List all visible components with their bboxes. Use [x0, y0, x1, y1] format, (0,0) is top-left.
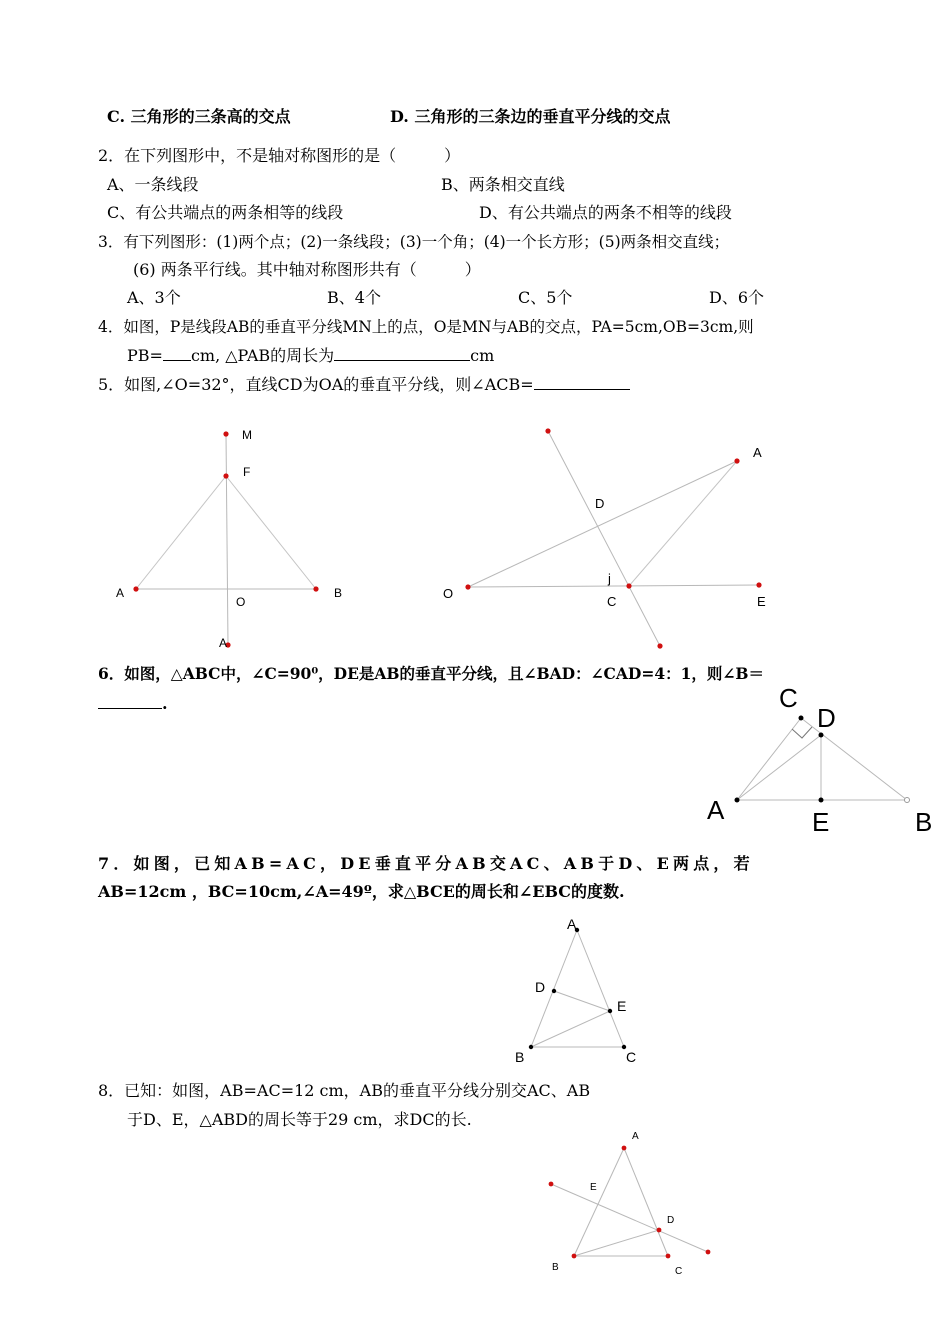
fig7-point-b: [529, 1045, 533, 1049]
fig4-point-b: [313, 586, 318, 591]
q3-option-c: C、5个: [518, 288, 573, 307]
fig4-label-f: F: [243, 465, 251, 479]
q1-option-d: D. 三角形的三条边的垂直平分线的交点: [390, 107, 671, 126]
q6-tail: .: [162, 694, 168, 713]
fig5-line-oa: [468, 461, 737, 587]
fig7-label-b: B: [515, 1049, 525, 1065]
q4-perimeter-label: cm, △PAB的周长为: [190, 346, 335, 365]
fig6-line-ac: [737, 718, 801, 800]
fig5-point-c: [626, 583, 631, 588]
fig4-label-b: B: [334, 586, 343, 600]
fig5-point-top: [545, 428, 550, 433]
fig8-label-e: E: [590, 1182, 597, 1193]
fig8-point-right: [706, 1250, 711, 1255]
fig6-label-d: D: [817, 703, 836, 733]
q3-option-d: D、6个: [709, 288, 765, 307]
fig7-line-de: [554, 991, 610, 1011]
q3-option-b: B、4个: [327, 288, 381, 307]
fig7-label-a: A: [567, 916, 577, 932]
q4-line1: 4．如图，P是线段AB的垂直平分线MN上的点，O是MN与AB的交点，PA=5cm,OB=3cm,则: [98, 318, 754, 336]
fig6-point-c: [799, 716, 804, 721]
fig7-line-ac: [577, 930, 627, 1047]
figure-q7: [515, 916, 636, 1065]
fig8-label-d: D: [667, 1215, 675, 1226]
fig5-label-j: j: [608, 571, 611, 586]
q3-stem-line2: (6) 两条平行线。其中轴对称图形共有（ ）: [133, 260, 481, 279]
fig8-point-d: [657, 1228, 662, 1233]
fig5-label-d: D: [595, 496, 605, 511]
fig8-point-a: [622, 1146, 627, 1151]
fig7-point-d: [552, 989, 556, 993]
fig6-right-angle-mark: [792, 727, 812, 738]
fig7-label-d: D: [535, 979, 546, 995]
fig4-label-a: A: [116, 586, 125, 600]
fig4-line-mn: [226, 434, 228, 645]
fig4-label-o: O: [236, 595, 246, 609]
figure-q4: [116, 428, 342, 650]
fig5-label-a: A: [753, 445, 762, 460]
fig5-point-bottom: [657, 643, 662, 648]
fig5-line-ob: [468, 585, 759, 587]
fig5-label-e: E: [757, 594, 766, 609]
fig4-label-m: M: [242, 428, 252, 442]
q5-text: 5．如图,∠O=32°，直线CD为OA的垂直平分线，则∠ACB=: [98, 375, 534, 394]
fig5-line-cd: [548, 431, 660, 646]
q2-option-c: C、有公共端点的两条相等的线段: [107, 203, 344, 222]
fig7-label-e: E: [617, 998, 627, 1014]
fig8-line-bisector: [551, 1184, 708, 1252]
fig8-line-bd: [574, 1230, 659, 1256]
fig8-label-b: B: [552, 1262, 559, 1273]
fig6-label-b: B: [915, 807, 933, 837]
figure-q5: [443, 428, 766, 648]
q3-option-a: A、3个: [127, 288, 181, 307]
fig4-point-m: [223, 431, 228, 436]
fig5-line-ca: [629, 461, 737, 586]
fig6-label-c: C: [779, 683, 798, 713]
fig5-label-c: C: [607, 594, 617, 609]
q6-line: 6．如图，△ABC中，∠C=90⁰，DE是AB的垂直平分线，且∠BAD：∠CAD=4：1，则∠B＝: [98, 664, 765, 683]
fig8-line-ab: [574, 1148, 624, 1256]
fig4-label-a2: A: [219, 636, 228, 650]
q7-line1: 7．如图，已知AB=AC，DE垂直平分AB交AC、AB于D、E两点，若: [98, 854, 754, 873]
fig4-point-f: [223, 473, 228, 478]
fig7-label-c: C: [626, 1049, 637, 1065]
q2-option-b: B、两条相交直线: [441, 175, 565, 194]
q4-pb-label: PB=: [127, 346, 163, 365]
q8-line1: 8．已知：如图，AB=AC=12 cm，AB的垂直平分线分别交AC、AB: [98, 1081, 591, 1100]
fig4-point-a: [133, 586, 138, 591]
fig8-label-a: A: [632, 1131, 639, 1142]
fig4-line-pb: [226, 476, 316, 589]
fig6-point-a: [735, 798, 740, 803]
fig5-point-e: [756, 582, 761, 587]
fig6-point-d: [819, 733, 824, 738]
fig6-label-e: E: [812, 807, 830, 837]
fig5-label-o: O: [443, 586, 454, 601]
figure-q8: [549, 1131, 711, 1277]
q7-line2: AB=12cm ，BC=10cm,∠A=49º，求△BCE的周长和∠EBC的度数.: [98, 882, 625, 901]
fig8-label-c: C: [675, 1266, 683, 1277]
q1-option-c: C. 三角形的三条高的交点: [107, 107, 291, 126]
fig4-line-pa: [136, 476, 226, 589]
fig8-point-left: [549, 1182, 554, 1187]
fig6-point-e: [819, 798, 824, 803]
fig8-line-ac: [624, 1148, 668, 1256]
q4-unit: cm: [470, 346, 495, 365]
q2-option-d: D、有公共端点的两条不相等的线段: [479, 203, 732, 222]
fig5-point-o: [465, 584, 470, 589]
fig8-point-c: [666, 1254, 671, 1259]
fig8-point-b: [572, 1254, 577, 1259]
fig6-point-b: [905, 798, 910, 803]
q3-stem-line1: 3．有下列图形：(1)两个点；(2)一条线段；(3)一个角；(4)一个长方形；(5)两条相交直线；: [98, 233, 730, 251]
fig7-point-e: [608, 1009, 612, 1013]
q2-stem: 2．在下列图形中，不是轴对称图形的是（ ）: [98, 146, 461, 165]
figure-q6: [707, 683, 932, 837]
fig5-point-a: [734, 458, 739, 463]
fig6-label-a: A: [707, 795, 725, 825]
q8-line2: 于D、E，△ABD的周长等于29 cm，求DC的长.: [127, 1110, 472, 1129]
q2-option-a: A、一条线段: [107, 175, 199, 194]
fig6-line-ad: [737, 735, 821, 800]
